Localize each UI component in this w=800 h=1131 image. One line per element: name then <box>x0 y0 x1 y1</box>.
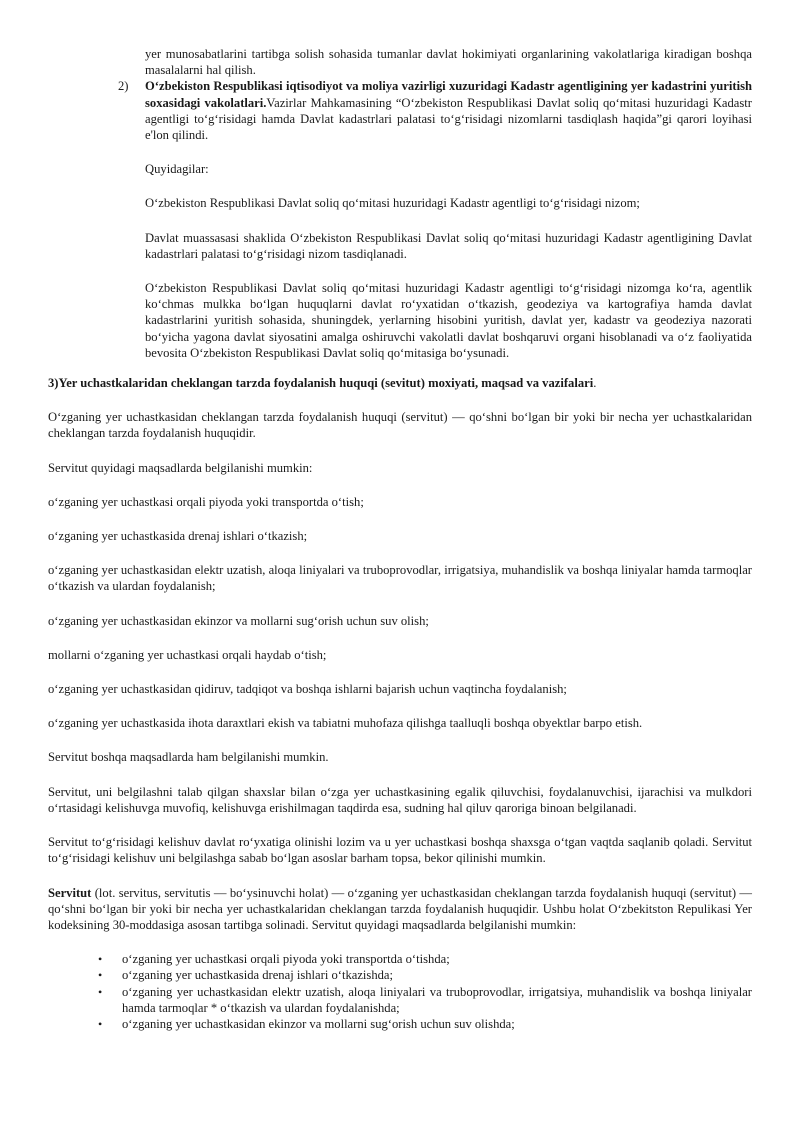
purpose-item: o‘zganing yer uchastkasida ihota daraxtlari ekish va tabiatni muhofaza qilishga taalluqli boshqa obyektlar barpo etish. <box>48 716 643 731</box>
nizom-paragraph-2: Davlat muassasasi shaklida O‘zbekiston Respublikasi Davlat soliq qo‘mitasi huzuridagi Kadastr agentligining Davlat kadastrlari palatasi to‘g‘risidagi nizom tasdiqlanadi. <box>145 230 752 261</box>
servitut-agreement-paragraph: Servitut, uni belgilashni talab qilgan shaxslar bilan o‘zga yer uchastkasining egalik qiluvchisi, foydalanuvchisi, ijarachisi va mulkdori o‘rtasidagi kelishuvga muvofiq, kelishuvga erishilmagan taqdirda esa, sudning hal qiluv qaroriga binoan belgilanadi. <box>48 784 752 815</box>
section-3-heading-period: . <box>593 376 597 391</box>
purpose-item: o‘zganing yer uchastkasidan qidiruv, tadqiqot va boshqa ishlarni bajarish uchun vaqtincha foydalanish; <box>48 682 567 697</box>
agentlik-paragraph: O‘zbekiston Respublikasi Davlat soliq qo‘mitasi huzuridagi Kadastr agentligi to‘g‘risidagi nizomga ko‘ra, agentlik ko‘chmas mulkka bo‘lgan huquqlarni davlat ro‘yxatidan o‘tkazish, geodeziya va kartografiya hamda davlat kadastrlarini yuritish sohasida, shuningdek, yerlarning hisobini yuritish, davlat yer, kadastr va geodeziya nazorati bo‘yicha yagona davlat siyosatini amalga oshiruvchi vakolatli davlat boshqaruvi organi hisoblanadi va o‘z faoliyatida bevosita O‘zbekiston Respublikasi Davlat soliq qo‘mitasiga bo‘ysunadi. <box>145 281 752 360</box>
bullet-item <box>98 967 752 983</box>
section-3-heading-text: 3)Yer uchastkalaridan cheklangan tarzda foydalanish huquqi (sevitut) moxiyati, maqsad va vazifalari <box>48 376 594 391</box>
servitut-latin-paragraph <box>48 885 752 934</box>
purpose-item: o‘zganing yer uchastkasidan elektr uzatish, aloqa liniyalari va truboprovodlar, irrigatsiya, muhandislik va boshqa liniyalar hamda tarmoqlar o‘tkazish va ulardan foydalanish; <box>48 563 752 594</box>
purpose-item: o‘zganing yer uchastkasidan ekinzor va mollarni sug‘orish uchun suv olish; <box>48 613 429 628</box>
intro-continuation: yer munosabatlarini tartibga solish sohasida tumanlar davlat hokimiyati organlarining vakolatlariga kiradigan boshqa masalalarni hal qilish. <box>145 47 752 78</box>
purpose-item: o‘zganing yer uchastkasida drenaj ishlari o‘tkazish; <box>48 529 308 544</box>
bullet-list <box>48 951 752 1032</box>
bullet-icon: • <box>98 1016 103 1031</box>
bullet-item-text: o‘zganing yer uchastkasi orqali piyoda yoki transportda o‘tishda; <box>122 952 450 967</box>
section-3-heading <box>48 375 752 391</box>
servitut-term: Servitut <box>48 885 92 900</box>
bullet-icon: • <box>98 968 103 983</box>
bullet-item <box>98 984 752 1016</box>
item-number: 2) <box>118 79 129 94</box>
bullet-icon: • <box>98 952 103 967</box>
bullet-icon: • <box>98 984 103 999</box>
bullet-item <box>98 951 752 967</box>
numbered-item-2 <box>118 78 752 143</box>
nizom-paragraph-1: O‘zbekiston Respublikasi Davlat soliq qo‘mitasi huzuridagi Kadastr agentligi to‘g‘risidagi nizom; <box>145 196 640 211</box>
item-2-text: Vazirlar Mahkamasining “O‘zbekiston Respublikasi Davlat soliq qo‘mitasi huzuridagi Kadastr agentligi to‘g‘risidagi hamda Davlat kadastrlari palatasi to‘g‘risidagi nizomlarni tasdiqlash haqida”gi qarori loyihasi e'lon qilindi. <box>145 95 752 143</box>
servitut-other-purposes: Servitut boshqa maqsadlarda ham belgilanishi mumkin. <box>48 750 329 765</box>
item-2-title: O‘zbekiston Respublikasi iqtisodiyot va moliya vazirligi xuzuridagi Kadastr agentligining yer kadastrini yuritish soxasidagi vakolatlari. <box>145 79 752 110</box>
servitut-purposes-intro: Servitut quyidagi maqsadlarda belgilanishi mumkin: <box>48 460 313 475</box>
bullet-item-text: o‘zganing yer uchastkasidan elektr uzatish, aloqa liniyalari va truboprovodlar, irrigatsiya, muhandislik va boshqa liniyalar hamda tarmoqlar * o‘tkazish va ulardan foydalanishda; <box>122 984 752 1015</box>
purpose-item: o‘zganing yer uchastkasi orqali piyoda yoki transportda o‘tish; <box>48 494 364 509</box>
bullet-item-text: o‘zganing yer uchastkasidan ekinzor va mollarni sug‘orish uchun suv olishda; <box>122 1016 515 1031</box>
bullet-item-text: o‘zganing yer uchastkasida drenaj ishlari o‘tkazishda; <box>122 968 394 983</box>
servitut-latin-text: (lot. servitus, servitutis — bo‘ysinuvchi holat) — o‘zganing yer uchastkasidan cheklangan tarzda foydalanish huquqi (servitut) — qo‘shni bo‘lgan bir yoki bir necha yer uchastkalaridan cheklangan tarzda foydalanish huquqidir. Ushbu holat O‘zbekitston Repulikasi Yer kodeksining 30-moddasiga asosan tartibga solinadi. Servitut quyidagi maqsadlarda belgilanishi mumkin: <box>48 885 752 932</box>
servitut-definition: O‘zganing yer uchastkasidan cheklangan tarzda foydalanish huquqi (servitut) — qo‘shni bo‘lgan bir yoki bir necha yer uchastkalaridan cheklangan tarzda foydalanish huquqidir. <box>48 410 752 441</box>
bullet-item <box>98 1016 752 1032</box>
servitut-registration-paragraph: Servitut to‘g‘risidagi kelishuv davlat ro‘yxatiga olinishi lozim va u yer uchastkasi boshqa shaxsga o‘tgan vaqtda saqlanib qoladi. Servitut to‘g‘risidagi kelishuv uni belgilashga sabab bo‘lgan asoslar barham topsa, bekor qilinishi mumkin. <box>48 835 752 866</box>
purpose-item: mollarni o‘zganing yer uchastkasi orqali haydab o‘tish; <box>48 647 327 662</box>
quyidagilar-label: Quyidagilar: <box>145 162 209 177</box>
